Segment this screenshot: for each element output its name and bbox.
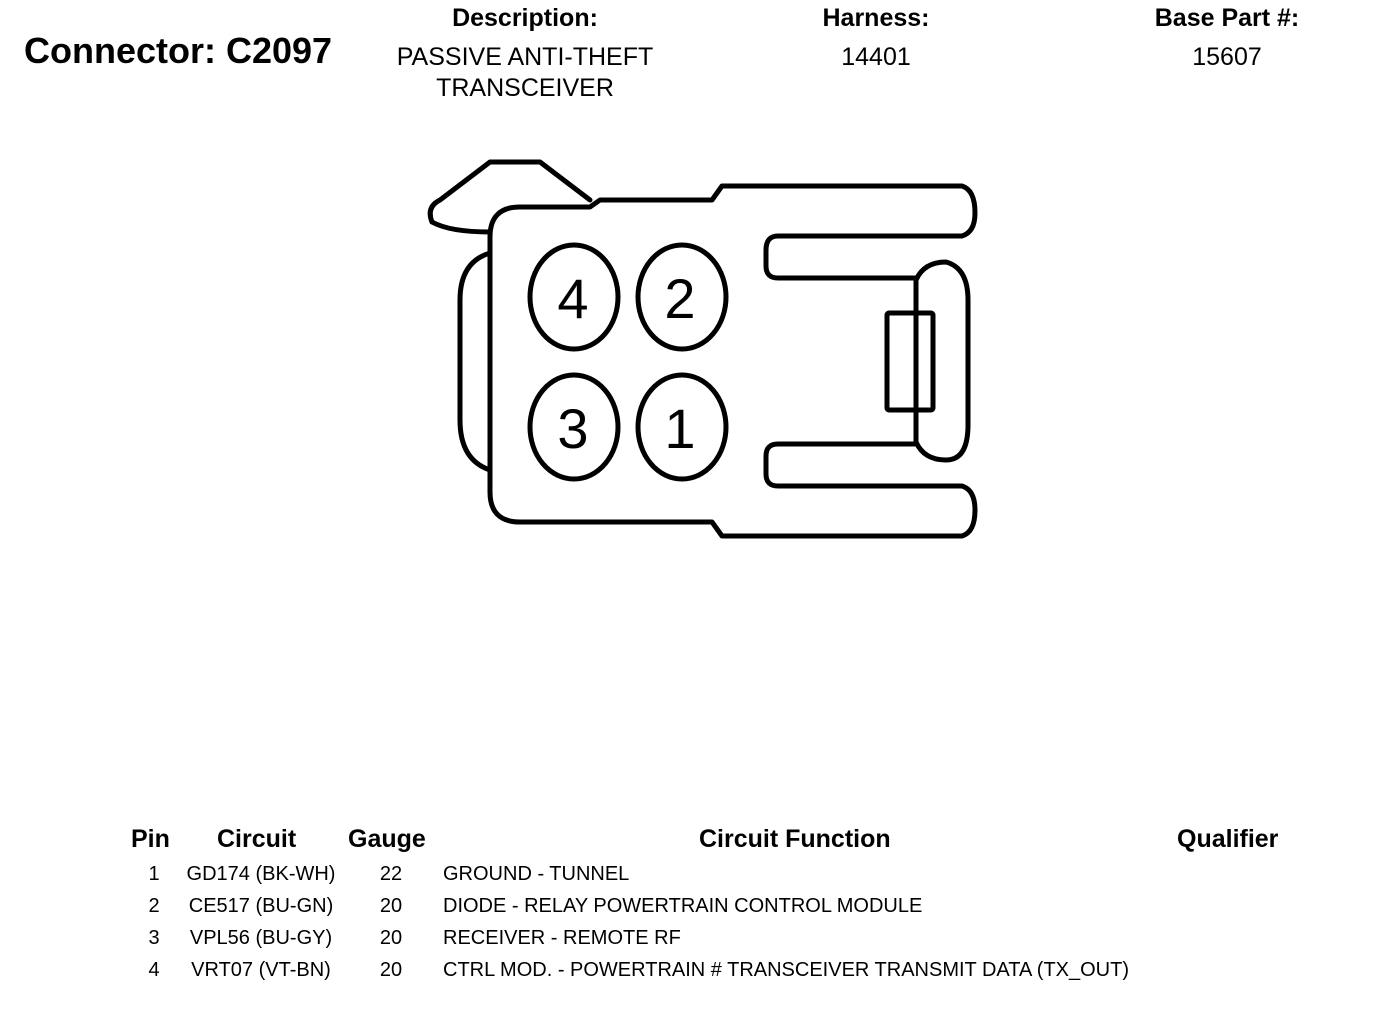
- row-circuit: CE517 (BU-GN): [188, 895, 334, 917]
- connector-right-lock-slot: [887, 313, 933, 410]
- row-gauge: 22: [379, 863, 403, 885]
- description-value: PASSIVE ANTI-THEFT TRANSCEIVER: [396, 43, 654, 102]
- connector-title: Connector: C2097: [24, 30, 333, 71]
- row-circuit: GD174 (BK-WH): [186, 863, 336, 885]
- base-part-value: 15607: [1192, 43, 1262, 71]
- connector-right-lock-tab: [916, 262, 968, 460]
- row-circuit-function: CTRL MOD. - POWERTRAIN # TRANSCEIVER TRANSMIT DATA (TX_OUT): [443, 959, 1129, 981]
- description-label: Description:: [452, 4, 598, 32]
- harness-label: Harness:: [822, 4, 930, 32]
- table-header-gauge: Gauge: [348, 825, 426, 853]
- table-header-pin: Pin: [131, 825, 170, 853]
- table-header-circuit-function: Circuit Function: [699, 825, 891, 853]
- connector-inner-edge: [432, 222, 490, 232]
- table-header-circuit: Circuit: [217, 825, 297, 853]
- pin-label-4: 4: [557, 267, 589, 330]
- base-part-label: Base Part #:: [1154, 4, 1300, 32]
- row-pin: 2: [148, 895, 160, 917]
- row-circuit-function: RECEIVER - REMOTE RF: [443, 927, 681, 949]
- row-circuit-function: GROUND - TUNNEL: [443, 863, 630, 885]
- pin-label-2: 2: [664, 267, 696, 330]
- row-circuit-function: DIODE - RELAY POWERTRAIN CONTROL MODULE: [443, 895, 923, 917]
- connector-side-rail: [460, 253, 490, 470]
- row-circuit: VPL56 (BU-GY): [189, 927, 333, 949]
- harness-value: 14401: [841, 43, 911, 71]
- pin-label-3: 3: [557, 397, 589, 460]
- row-pin: 4: [148, 959, 160, 981]
- connector-housing: [490, 186, 975, 536]
- pin-label-1: 1: [664, 397, 696, 460]
- row-gauge: 20: [379, 927, 403, 949]
- connector-latch-tab: [430, 162, 590, 222]
- row-circuit: VRT07 (VT-BN): [191, 959, 331, 981]
- row-gauge: 20: [379, 895, 403, 917]
- table-header-qualifier: Qualifier: [1177, 825, 1279, 853]
- row-pin: 3: [148, 927, 160, 949]
- row-pin: 1: [148, 863, 160, 885]
- row-gauge: 20: [379, 959, 403, 981]
